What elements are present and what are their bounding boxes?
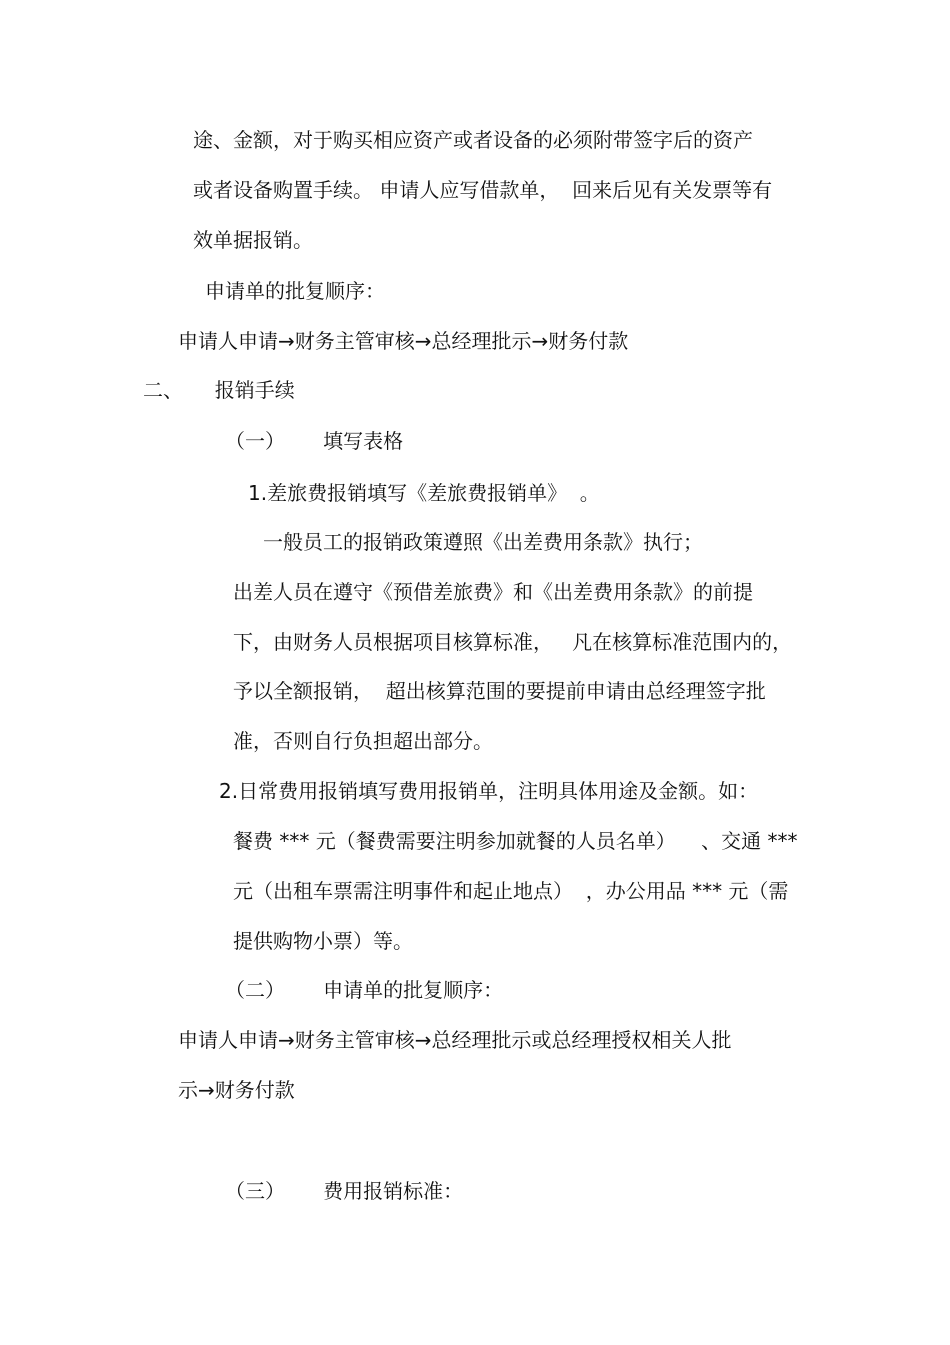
- subsection-heading: （二） 申请单的批复顺序：: [225, 978, 504, 1002]
- text-line: 或者设备购置手续。 申请人应写借款单， 回来后见有关发票等有: [193, 178, 773, 202]
- text-line: 餐费 *** 元（餐费需要注明参加就餐的人员名单） 、交通 ***: [233, 829, 798, 853]
- text-line: 元（出租车票需注明事件和起止地点） ，办公用品 *** 元（需: [233, 879, 789, 903]
- text-line: 2.日常费用报销填写费用报销单，注明具体用途及金额。如：: [219, 779, 759, 803]
- section-heading: 二、 报销手续: [143, 378, 295, 402]
- text-line: 出差人员在遵守《预借差旅费》和《出差费用条款》的前提: [233, 580, 753, 604]
- text-line: 1.差旅费报销填写《差旅费报销单》 。: [248, 481, 600, 505]
- text-line: 下，由财务人员根据项目核算标准， 凡在核算标准范围内的，: [233, 630, 793, 654]
- text-line: 一般员工的报销政策遵照《出差费用条款》执行；: [263, 530, 703, 554]
- approval-flow: 申请人申请→财务主管审核→总经理批示→财务付款: [178, 329, 629, 353]
- text-line: 准，否则自行负担超出部分。: [233, 729, 493, 753]
- text-line: 途、金额，对于购买相应资产或者设备的必须附带签字后的资产: [193, 128, 753, 152]
- approval-flow: 申请人申请→财务主管审核→总经理批示或总经理授权相关人批: [178, 1028, 732, 1052]
- text-line: 予以全额报销， 超出核算范围的要提前申请由总经理签字批: [233, 679, 766, 703]
- subsection-heading: （三） 费用报销标准：: [225, 1179, 464, 1203]
- approval-flow: 示→财务付款: [178, 1078, 295, 1102]
- subsection-heading: （一） 填写表格: [225, 429, 404, 453]
- text-line: 效单据报销。: [193, 228, 313, 252]
- text-line: 提供购物小票）等。: [233, 929, 413, 953]
- section-heading: 申请单的批复顺序：: [205, 279, 385, 303]
